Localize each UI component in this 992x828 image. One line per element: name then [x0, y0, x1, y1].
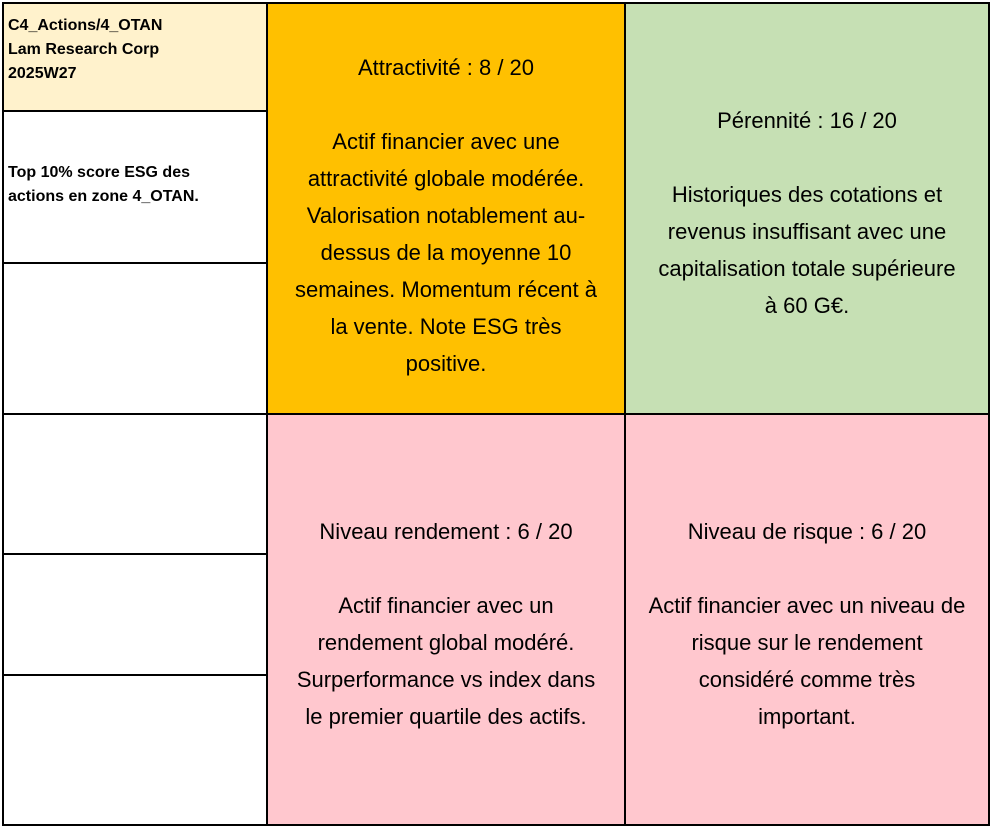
description-line: Actif financier avec un niveau de: [648, 593, 966, 618]
attractivite-description: [295, 123, 597, 382]
description-line: le premier quartile des actifs.: [305, 704, 587, 729]
esg-note-line: actions en zone 4_OTAN.: [8, 188, 199, 205]
perennite-title: Pérennité : 16 / 20: [717, 108, 897, 133]
description-line: positive.: [405, 351, 487, 376]
empty-cell: [2, 413, 268, 555]
description-line: capitalisation totale supérieure: [658, 256, 956, 281]
description-line: dessus de la moyenne 10: [320, 240, 572, 265]
description-line: Historiques des cotations et: [671, 182, 943, 207]
description-line: Actif financier avec une: [332, 129, 560, 154]
perennite-description: [658, 176, 955, 324]
asset-header-cell: [2, 2, 268, 112]
empty-cell: [2, 553, 268, 676]
risque-title: Niveau de risque : 6 / 20: [687, 519, 927, 544]
description-line: rendement global modéré.: [317, 630, 575, 655]
risque-description: [649, 587, 966, 735]
company-name: Lam Research Corp: [8, 41, 160, 58]
empty-cell: [2, 262, 268, 415]
risque-quadrant: [624, 413, 990, 826]
description-line: Surperformance vs index dans: [296, 667, 596, 692]
attractivite-title: Attractivité : 8 / 20: [357, 55, 535, 80]
esg-note-line: Top 10% score ESG des: [8, 164, 190, 181]
description-line: attractivité globale modérée.: [307, 166, 585, 191]
empty-cell: [2, 674, 268, 826]
description-line: risque sur le rendement: [691, 630, 923, 655]
esg-note-cell: [2, 110, 268, 264]
description-line: considéré comme très: [698, 667, 916, 692]
description-line: semaines. Momentum récent à: [294, 277, 598, 302]
description-line: Actif financier avec un: [338, 593, 554, 618]
rendement-quadrant: [266, 413, 626, 826]
description-line: Valorisation notablement au-: [306, 203, 586, 228]
description-line: revenus insuffisant avec une: [667, 219, 947, 244]
week-label: 2025W27: [8, 65, 77, 82]
perennite-quadrant: [624, 2, 990, 415]
category-label: C4_Actions/4_OTAN: [8, 17, 163, 34]
description-line: à 60 G€.: [764, 293, 850, 318]
rendement-description: [297, 587, 595, 735]
description-line: la vente. Note ESG très: [330, 314, 562, 339]
rendement-title: Niveau rendement : 6 / 20: [319, 519, 573, 544]
description-line: important.: [758, 704, 856, 729]
attractivite-quadrant: [266, 2, 626, 415]
